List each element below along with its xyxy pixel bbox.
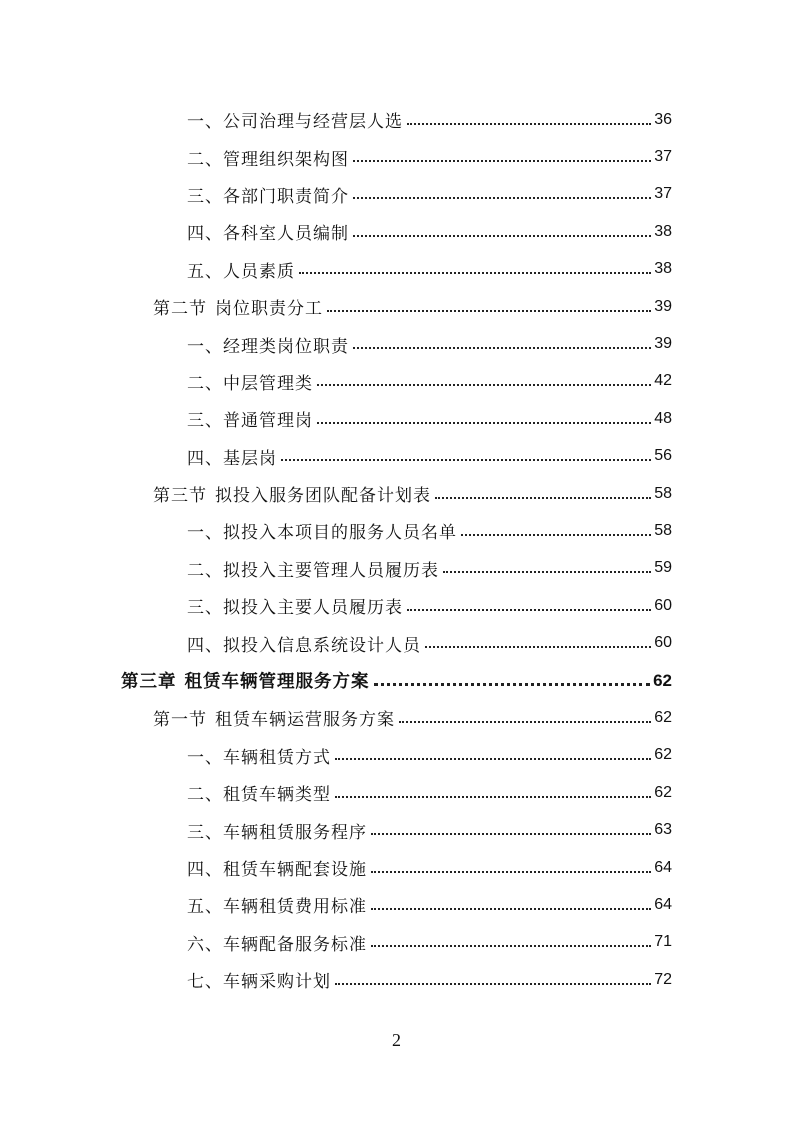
toc-entry-page: 72 (654, 970, 672, 988)
toc-entry-title (187, 518, 457, 543)
toc-entry-title (187, 930, 367, 955)
toc-entry-title (187, 332, 349, 357)
dot-leader (353, 160, 651, 162)
dot-leader (435, 497, 651, 499)
toc-entry-text: 中层管理类 (223, 373, 313, 394)
toc-entry[interactable] (0, 438, 793, 475)
toc-entry[interactable] (0, 251, 793, 288)
toc-entry-title (187, 967, 331, 992)
toc-entry-label: 一、 (187, 747, 223, 768)
toc-entry-page: 71 (654, 933, 672, 951)
toc-entry-label: 三、 (187, 598, 223, 619)
toc-entry-label: 二、 (187, 560, 223, 581)
toc-entry-page: 38 (654, 260, 672, 278)
toc-entry[interactable] (0, 886, 793, 923)
toc-entry-page: 62 (653, 670, 672, 690)
toc-entry-title (121, 668, 370, 693)
toc-entry-page: 62 (654, 708, 672, 726)
toc-entry-title (187, 369, 313, 394)
page-number: 2 (392, 1030, 401, 1050)
toc-entry[interactable] (0, 961, 793, 998)
toc-entry-page: 58 (654, 484, 672, 502)
toc-entry-page: 58 (654, 521, 672, 539)
toc-entry-page: 60 (654, 634, 672, 652)
toc-entry[interactable] (0, 849, 793, 886)
toc-entry-label: 二、 (187, 785, 223, 806)
dot-leader (371, 908, 651, 910)
dot-leader (425, 646, 651, 648)
dot-leader (353, 197, 651, 199)
toc-entry-text: 拟投入主要人员履历表 (223, 598, 403, 619)
dot-leader (399, 721, 651, 723)
toc-entry-text: 拟投入主要管理人员履历表 (223, 560, 439, 581)
dot-leader (371, 945, 651, 947)
toc-entry-label: 第三章 (121, 672, 177, 693)
dot-leader (353, 347, 651, 349)
toc-entry-label: 四、 (187, 635, 223, 656)
toc-entry-page: 48 (654, 409, 672, 427)
toc-entry-title (187, 406, 313, 431)
toc-entry-label: 六、 (187, 934, 223, 955)
table-of-contents (0, 101, 793, 998)
toc-entry[interactable] (0, 774, 793, 811)
toc-entry[interactable] (0, 550, 793, 587)
toc-entry-title (187, 631, 421, 656)
toc-entry-text: 租赁车辆运营服务方案 (215, 710, 395, 731)
toc-entry[interactable] (0, 737, 793, 774)
toc-entry-title (187, 556, 439, 581)
toc-entry-page: 64 (654, 858, 672, 876)
toc-entry-text: 拟投入信息系统设计人员 (223, 635, 421, 656)
toc-entry-title (187, 257, 295, 282)
toc-entry-title (187, 818, 367, 843)
toc-entry-label: 四、 (187, 860, 223, 880)
toc-entry[interactable] (0, 101, 793, 138)
toc-entry[interactable] (0, 624, 793, 661)
toc-entry[interactable] (0, 325, 793, 362)
toc-entry-page: 56 (654, 447, 672, 465)
toc-entry-title (187, 219, 349, 244)
toc-entry-label: 一、 (187, 336, 223, 357)
toc-entry-text: 车辆租赁方式 (223, 747, 331, 768)
toc-entry[interactable] (0, 138, 793, 175)
dot-leader (327, 310, 651, 312)
toc-entry[interactable] (0, 811, 793, 848)
dot-leader (335, 758, 651, 760)
toc-entry-text: 岗位职责分工 (215, 299, 323, 320)
toc-entry-label: 二、 (187, 373, 223, 394)
toc-entry-page: 64 (654, 895, 672, 913)
toc-entry-text: 公司治理与经营层人选 (223, 112, 403, 133)
dot-leader (407, 123, 651, 125)
toc-entry-text: 租赁车辆管理服务方案 (184, 672, 370, 693)
toc-entry-page: 36 (654, 110, 672, 128)
dot-leader (371, 833, 651, 835)
toc-entry-page: 37 (654, 148, 672, 166)
toc-entry-title (187, 892, 367, 917)
toc-entry-label: 七、 (187, 972, 223, 993)
toc-entry-title (187, 145, 349, 170)
dot-leader (335, 983, 651, 985)
toc-entry-title (187, 107, 403, 132)
toc-entry-text: 管理组织架构图 (223, 149, 349, 170)
toc-entry-label: 第二节 (153, 299, 207, 320)
toc-entry-text: 车辆配备服务标准 (223, 934, 367, 955)
toc-entry-page: 37 (654, 185, 672, 203)
toc-entry-label: 五、 (187, 261, 223, 282)
toc-entry-title (187, 743, 331, 768)
toc-entry-label: 三、 (187, 186, 223, 207)
toc-entry-title (153, 294, 323, 319)
toc-entry-title (187, 444, 277, 469)
toc-entry-label: 第三节 (153, 486, 207, 507)
toc-entry-title (153, 705, 395, 730)
toc-entry-label: 五、 (187, 897, 223, 918)
toc-entry-page: 62 (654, 783, 672, 801)
toc-entry-text: 车辆租赁服务程序 (223, 822, 367, 843)
dot-leader (443, 571, 651, 573)
toc-entry-title (153, 481, 431, 506)
toc-entry-text: 租赁车辆配套设施 (223, 860, 367, 880)
toc-entry-title (187, 780, 331, 805)
toc-entry[interactable] (0, 587, 793, 624)
toc-entry-text: 拟投入服务团队配备计划表 (215, 486, 431, 507)
toc-entry-title (187, 593, 403, 618)
dot-leader (374, 683, 651, 686)
toc-entry-text: 车辆租赁费用标准 (223, 897, 367, 918)
dot-leader (299, 272, 651, 274)
toc-entry-text: 拟投入本项目的服务人员名单 (223, 523, 457, 544)
toc-entry-text: 普通管理岗 (223, 411, 313, 432)
toc-entry-label: 第一节 (153, 710, 207, 731)
toc-entry-text: 车辆采购计划 (223, 972, 331, 993)
toc-entry-text: 各科室人员编制 (223, 224, 349, 245)
toc-entry-label: 一、 (187, 112, 223, 133)
toc-entry[interactable] (0, 512, 793, 549)
toc-entry-page: 60 (654, 596, 672, 614)
toc-entry-page: 62 (654, 746, 672, 764)
dot-leader (461, 534, 651, 536)
toc-entry-text: 各部门职责简介 (223, 186, 349, 207)
dot-leader (317, 384, 651, 386)
toc-entry-label: 四、 (187, 448, 223, 469)
toc-entry-title (187, 182, 349, 207)
toc-entry-text: 租赁车辆类型 (223, 785, 331, 806)
toc-entry-title (187, 855, 367, 880)
toc-entry-page: 42 (654, 372, 672, 390)
toc-entry-label: 三、 (187, 411, 223, 432)
toc-entry[interactable] (0, 400, 793, 437)
dot-leader (353, 235, 651, 237)
toc-entry-label: 四、 (187, 224, 223, 245)
toc-entry-page: 39 (654, 335, 672, 353)
toc-entry[interactable] (0, 363, 793, 400)
toc-entry-page: 39 (654, 297, 672, 315)
toc-entry-label: 一、 (187, 523, 223, 544)
toc-entry-text: 经理类岗位职责 (223, 336, 349, 357)
toc-entry[interactable] (0, 924, 793, 961)
toc-entry[interactable] (0, 288, 793, 325)
toc-entry[interactable] (0, 475, 793, 512)
dot-leader (281, 459, 651, 461)
toc-entry-text: 基层岗 (223, 448, 277, 469)
toc-entry[interactable] (0, 662, 793, 699)
toc-entry-label: 三、 (187, 822, 223, 843)
toc-entry-label: 二、 (187, 149, 223, 170)
toc-entry[interactable] (0, 213, 793, 250)
toc-entry-page: 59 (654, 559, 672, 577)
toc-entry[interactable] (0, 699, 793, 736)
toc-entry[interactable] (0, 176, 793, 213)
toc-entry-page: 38 (654, 222, 672, 240)
dot-leader (371, 871, 651, 873)
dot-leader (335, 796, 651, 798)
dot-leader (317, 422, 651, 424)
dot-leader (407, 609, 651, 611)
toc-entry-page: 63 (654, 821, 672, 839)
toc-entry-text: 人员素质 (223, 261, 295, 282)
